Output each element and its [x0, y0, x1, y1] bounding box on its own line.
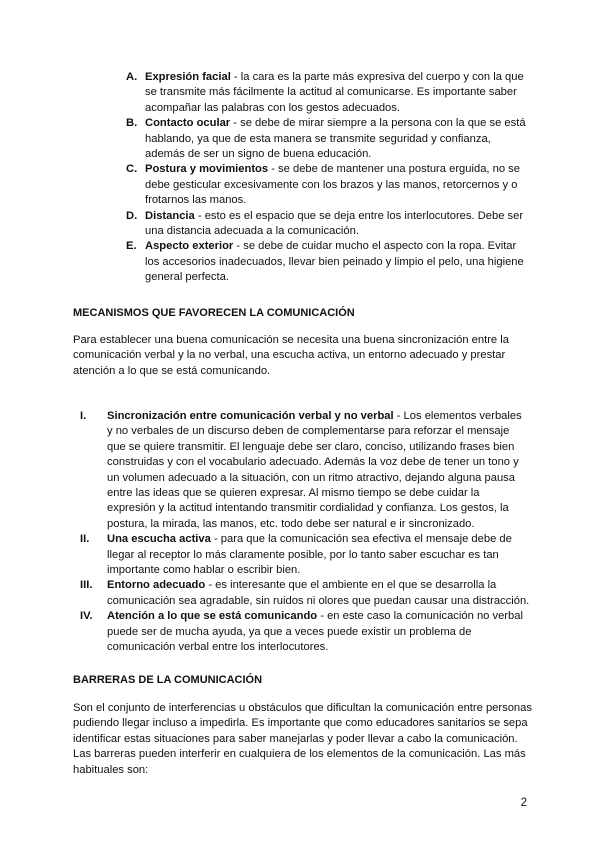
list-item — [0, 162, 600, 208]
list-item — [0, 578, 600, 609]
section-heading-mecanismos: MECANISMOS QUE FAVORECEN LA COMUNICACIÓN — [73, 307, 355, 319]
list-text: - esto es el espacio que se deja entre los interlocutores. Debe ser una distancia adecuada a la comunicación. — [145, 209, 524, 238]
list-text: - se debe de mantener una postura erguida, no se debe gesticular excesivamente con los brazos y las manos, retorcernos y o frotarnos las manos. — [145, 163, 520, 207]
list-item — [0, 209, 600, 240]
list-marker: IV. — [80, 610, 93, 623]
list-marker: I. — [80, 410, 87, 422]
mechanisms-list — [0, 409, 600, 656]
section-intro-barreras: Son el conjunto de interferencias u obstáculos que dificultan la comunicación entre personas pudiendo llegar incluso a impedirla. Es importante que como educadores sanitarios se sepa identificar estas situaciones para saber manejarlas y poder llevar a cabo la comunicación. Las barreras pueden interferir en cualquiera de los elementos de la comunicación. Las más habituales son: — [73, 702, 532, 776]
list-text: - se debe de mirar siempre a la persona con la que se está hablando, ya que de esta manera se transmite seguridad y confianza, además de ser un signo de buena educación. — [145, 117, 526, 161]
nonverbal-elements-list — [0, 70, 600, 286]
list-marker: A. — [126, 71, 138, 83]
list-term: Entorno adecuado — [107, 579, 206, 592]
section-intro-mecanismos: Para establecer una buena comunicación se necesita una buena sincronización entre la comunicación verbal y la no verbal, una escucha activa, un entorno adecuado y prestar atención a lo que se está comunicando. — [73, 334, 509, 377]
list-item — [0, 609, 600, 655]
page-number: 2 — [520, 797, 527, 809]
list-term: Distancia — [145, 209, 195, 222]
list-marker: B. — [126, 117, 138, 130]
section-heading-barreras: BARRERAS DE LA COMUNICACIÓN — [73, 674, 263, 686]
list-marker: II. — [80, 533, 90, 546]
list-marker: C. — [126, 163, 138, 176]
list-item — [0, 116, 600, 162]
list-text: - Los elementos verbales y no verbales de un discurso deben de complementarse para reforzar el mensaje que se quiere transmitir. El lenguaje debe ser claro, conciso, utilizando frases bien construidas y con el vocabulario adecuado. Además la voz debe de tener un tono y un volumen adecuado a la situación, con un ritmo atractivo, dejando alguna pausa entre las ideas que se quieren expresar. Al mismo tiempo se debe cuidar la expresión y la actitud intentando transmitir cordialidad y confianza. Los gestos, la postura, la mirada, las manos, etc. todo debe ser natural e ir sincronizado. — [107, 410, 522, 530]
list-text: - es interesante que el ambiente en el que se desarrolla la comunicación sea agradable, sin ruidos ni olores que puedan causar una distracción. — [107, 579, 530, 607]
list-text: - en este caso la comunicación no verbal puede ser de mucha ayuda, ya que a veces puede existir un problema de comunicación verbal entre los interlocutores. — [107, 610, 523, 654]
list-term: Aspecto exterior — [145, 240, 234, 253]
list-term: Postura y movimientos — [145, 163, 269, 176]
list-item — [0, 239, 600, 285]
list-text: - para que la comunicación sea efectiva el mensaje debe de llegar al receptor lo más claramente posible, por lo tanto saber escuchar es tan importante como hablar o escribir bien. — [107, 533, 512, 577]
list-text: - la cara es la parte más expresiva del cuerpo y con la que se transmite más fácilmente la actitud al comunicarse. Es importante saber acompañar las palabras con los gestos adecuados. — [145, 71, 524, 114]
list-item — [0, 409, 600, 532]
list-marker: III. — [80, 579, 93, 592]
list-term: Expresión facial — [145, 71, 231, 83]
list-item — [0, 532, 600, 578]
list-term: Contacto ocular — [145, 117, 231, 130]
list-marker: E. — [126, 240, 137, 253]
list-marker: D. — [126, 209, 138, 222]
list-term: Atención a lo que se está comunicando — [107, 610, 318, 623]
list-term: Una escucha activa — [107, 533, 211, 546]
list-item — [0, 70, 600, 116]
list-text: - se debe de cuidar mucho el aspecto con la ropa. Evitar los accesorios inadecuados, llevar bien peinado y limpio el pelo, una higiene general perfecta. — [145, 240, 524, 284]
list-term: Sincronización entre comunicación verbal y no verbal — [107, 410, 394, 422]
